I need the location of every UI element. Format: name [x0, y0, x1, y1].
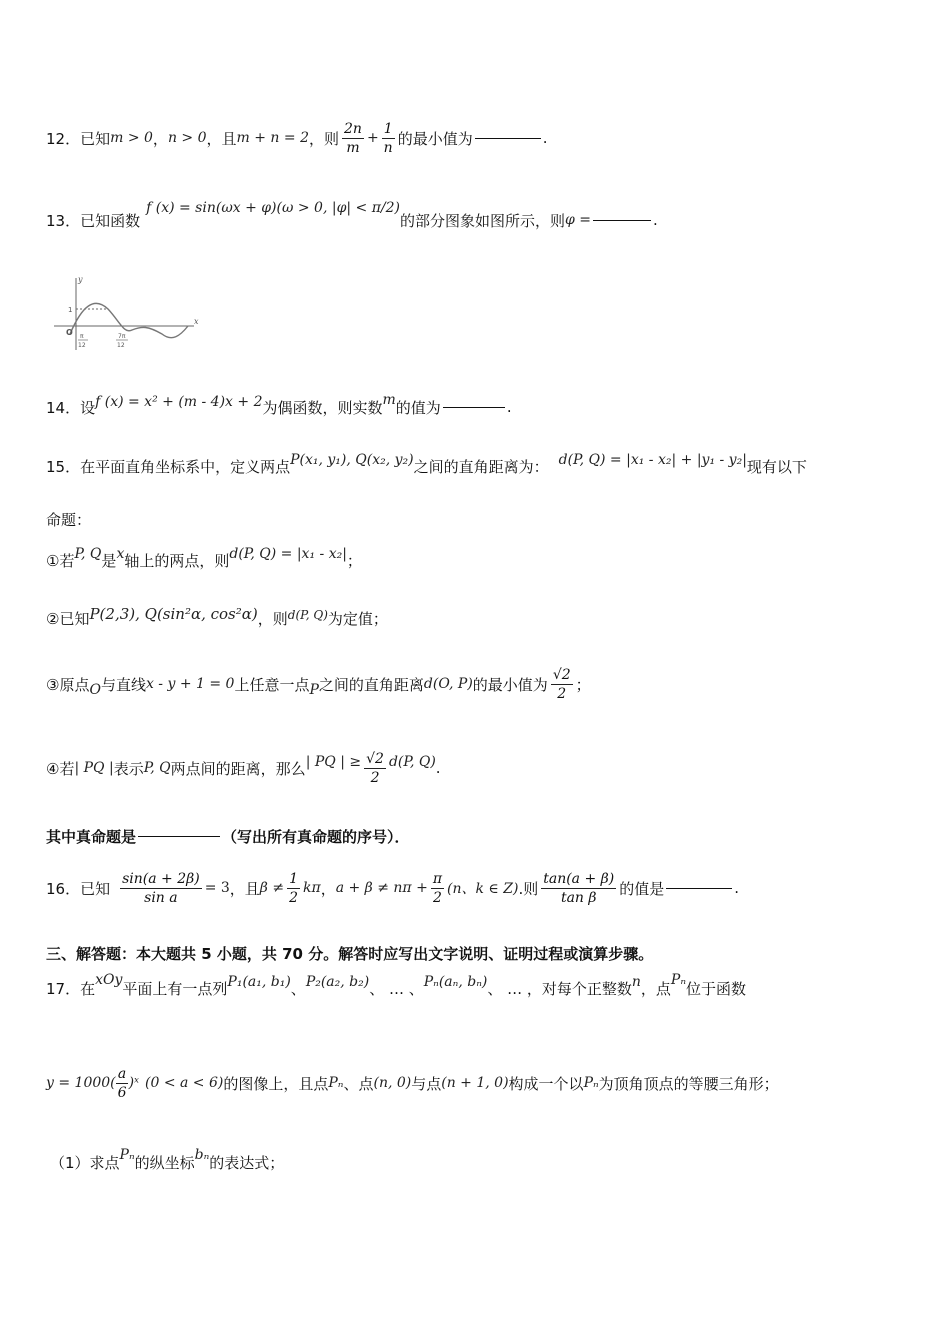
q13-formula-f: f (x) = sin(ωx + φ) [146, 200, 277, 216]
q15-number: 15．在平面直角坐标系中，定义两点 [46, 457, 291, 476]
graph-origin-label: O [66, 328, 73, 337]
q13-formula-phi: φ = [565, 212, 592, 228]
q16-fraction-1: $\frac{\sin(a + 2\beta)}{\text{sin a}}$ [122, 870, 200, 906]
q15-line2: 命题： [46, 510, 92, 529]
q15-formula-distance: d(P, Q) = |x₁ - x₂| + |y₁ - y₂| [558, 452, 747, 468]
answer-blank [138, 835, 220, 837]
graph-tick-1-den: 12 [78, 342, 86, 349]
q17-number: 17．在 [46, 979, 96, 998]
q12-fraction-2: $\frac{1}{n}$ [383, 120, 393, 156]
q15-p4-fraction: $\frac{√2}{2}$ [366, 750, 384, 786]
q16-fraction-3: $\frac{\pi}{2}$ [432, 870, 443, 906]
graph-one-label: 1 [68, 306, 73, 314]
q12-formula-sum: m + n = 2 [236, 130, 309, 146]
q14: 14．设 f (x) = x² + (m - 4)x + 2 为偶函数，则实数 m 的值为 . [46, 392, 512, 417]
sine-curve [70, 303, 188, 337]
answer-blank [593, 219, 651, 221]
graph-tick-2-den: 12 [117, 342, 125, 349]
q15: 15．在平面直角坐标系中，定义两点 P(x₁, y₁), Q(x₂, y₂) 之间的直角距离为： d(P, Q) = |x₁ - x₂| + |y₁ - y₂| 现有以下 [46, 452, 807, 476]
q16-number: 16．已知 [46, 879, 111, 898]
q12: 12．已知 m > 0 ， n > 0 ，且 m + n = 2 ，则 $\frac{2n}{m}$ + $\frac{1}{n}$ 的最小值为 . [46, 120, 548, 156]
q12-fraction-1: $\frac{2n}{m}$ [344, 120, 362, 156]
graph-tick-1-num: π [80, 333, 84, 340]
answer-blank [475, 137, 541, 139]
q16-fraction-2: $\frac{1}{2}$ [289, 870, 298, 906]
answer-blank [666, 887, 732, 889]
q17: 17．在 xOy 平面上有一点列 P₁(a₁, b₁) 、 P₂(a₂, b₂) 、 … 、 Pₙ(aₙ, bₙ) 、 … ，对每个正整数 n ，点 Pₙ 位于函数 [46, 972, 747, 998]
graph-y-label: y [78, 275, 83, 284]
sine-graph-figure [52, 272, 202, 354]
q15-prop-1: ①若 P, Q 是 x 轴上的两点，则 d(P, Q) = |x₁ - x₂| ； [46, 546, 362, 570]
q17-line2: y = 1000( $\frac{a}{6}$ )ˣ (0 < a < 6) 的图像上，且点 Pₙ 、点 (n, 0) 与点 (n + 1, 0) 构成一个以 Pₙ 为顶角顶点的等腰三角形； [46, 1065, 779, 1101]
q14-formula-m: m [382, 392, 396, 408]
q12-number: 12．已知 [46, 129, 111, 148]
graph-x-label: x [194, 317, 199, 326]
q13: 13．已知函数 f (x) = sin(ωx + φ) (ω > 0, |φ| < π/2) 的部分图象如图所示，则 φ = . [46, 200, 658, 230]
q16-fraction-4: $\frac{\tan(a + \beta)}{\text{tan β}}$ [543, 870, 615, 906]
q13-number: 13．已知函数 [46, 211, 141, 230]
graph-tick-2-num: 7π [118, 333, 126, 340]
q14-formula-f: f (x) = x² + (m - 4)x + 2 [95, 394, 263, 410]
q15-p3-fraction: $\frac{√2}{2}$ [552, 666, 571, 702]
q15-prop-4: ④若 | PQ | 表示 P, Q 两点间的距离，那么 | PQ | ≥ $\frac{√2}{2}$ d(P, Q) . [46, 750, 441, 786]
answer-blank [443, 406, 505, 408]
q13-formula-cond: (ω > 0, |φ| < π/2) [276, 200, 401, 216]
q14-number: 14．设 [46, 398, 96, 417]
q15-prop-2: ②已知 P(2,3), Q(sin²α, cos²α) ，则 d(P, Q) 为定值； [46, 605, 388, 628]
q16: 16．已知 $\frac{\sin(a + 2\beta)}{\text{sin a}}$ = 3 ，且 β ≠ $\frac{1}{2}$ kπ ， a + β ≠ nπ + $\frac{\pi}{2}$ (n、k ∈ Z) .则 $\frac{\tan(a + \beta)}{\text{tan β}}$ 的值是 . [46, 870, 739, 906]
q12-formula-m: m > 0 [110, 130, 153, 146]
q17-sub-1: （1）求点 Pₙ 的纵坐标 bₙ 的表达式； [50, 1147, 285, 1172]
q12-formula-n: n > 0 [167, 130, 207, 146]
q15-prop-3: ③原点 O 与直线 x - y + 1 = 0 上任意一点 P 之间的直角距离 d(O, P) 的最小值为 $\frac{√2}{2}$ ； [46, 666, 591, 702]
section-3-heading: 三、解答题：本大题共 5 小题，共 70 分。解答时应写出文字说明、证明过程或演算步骤。 [46, 944, 654, 963]
q15-end: 其中真命题是 （写出所有真命题的序号）． [46, 827, 410, 846]
q17-fraction: $\frac{a}{6}$ [117, 1065, 127, 1101]
q15-formula-points: P(x₁, y₁), Q(x₂, y₂) [290, 452, 414, 468]
